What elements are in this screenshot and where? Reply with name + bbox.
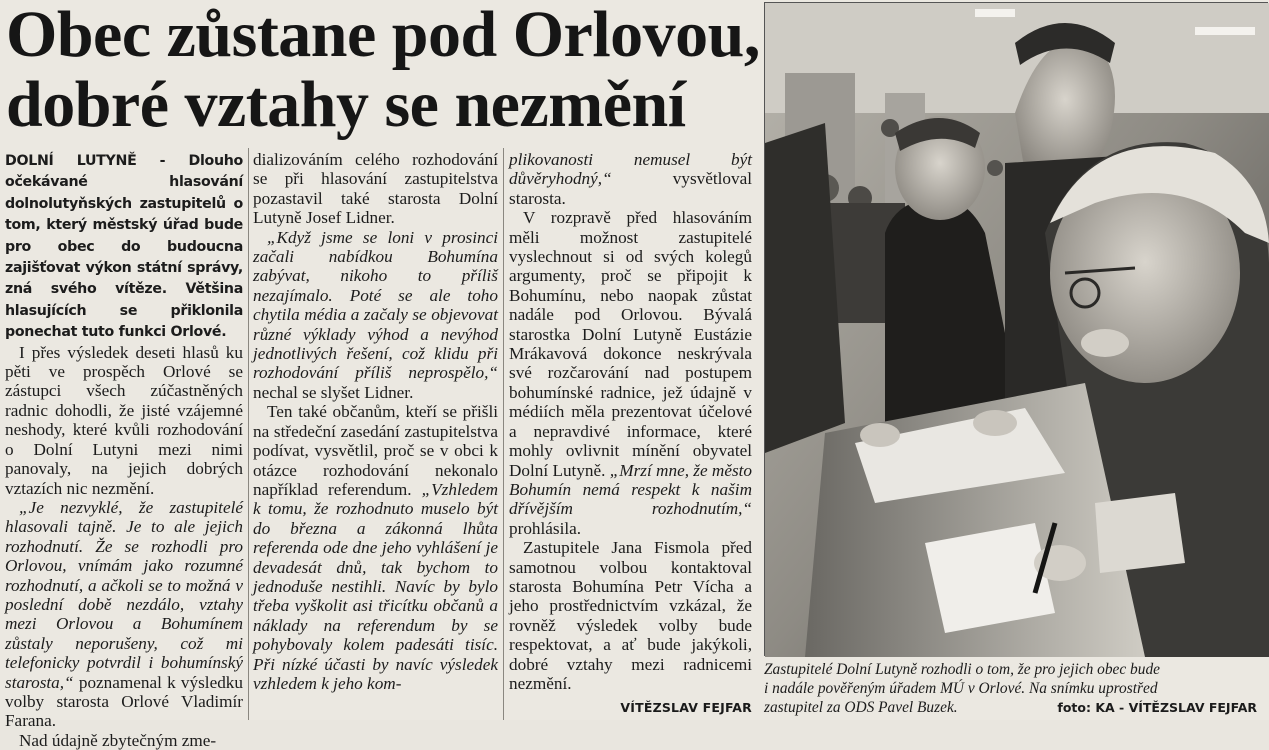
paragraph-text: nechal se slyšet Lidner.	[253, 382, 414, 402]
column-divider	[503, 148, 504, 720]
paragraph	[5, 731, 243, 750]
article-column-3	[509, 150, 752, 693]
article-column-2	[253, 150, 498, 693]
quote-text: „Vzhledem k tomu, že rozhodnuto muselo být do března a zákonná lhůta referenda ode dne jeho vyhlášení je devadesát dnů, tak bychom to jednoduše nestihli. Navíc by bylo třeba vyškolit asi třicítku občanů a náklady na referendum by se pohybovaly kolem padesáti tisíc. Při nízké účasti by navíc výsledek vzhledem k jeho kom-	[253, 479, 498, 693]
article-lead	[5, 150, 243, 343]
paragraph	[5, 498, 243, 731]
paragraph-text: Zastupitele Jana Fismola před samotnou volbou kontaktoval starosta Bohumína Petr Vícha a jeho prostřednictvím vzkázal, že rovněž výsledek volby bude respektovat, a ať bude jakýkoli, dobré vztahy mezi radnicemi nezmění.	[509, 538, 752, 693]
headline	[6, 0, 758, 140]
paragraph	[253, 150, 498, 228]
headline-line-2: dobré vztahy se nezmění	[6, 68, 686, 141]
quote-text: plikovanosti nemusel být důvěryhodný,“	[509, 150, 752, 189]
paragraph-text: Nad údajně zbytečným zme-	[19, 730, 217, 750]
article-byline: VÍTĚZSLAV FEJFAR	[620, 700, 752, 715]
paragraph	[509, 538, 752, 693]
article-column-1	[5, 150, 243, 750]
caption-line-2: i nadále pověřeným úřadem MÚ v Orlové. Na snímku uprostřed	[764, 680, 1158, 698]
paragraph-text: vysvětloval starosta.	[509, 169, 752, 208]
photo-credit: foto: KA - VÍTĚZSLAV FEJFAR	[1051, 700, 1257, 716]
caption-line-3: zastupitel za ODS Pavel Buzek.	[764, 699, 958, 717]
column-divider	[248, 148, 249, 720]
paragraph	[253, 228, 498, 403]
headline-line-1: Obec zůstane pod Orlovou,	[6, 0, 760, 71]
paragraph	[253, 402, 498, 693]
paragraph-text: Ten také občanům, kteří se přišli na středeční zasedání zastupitelstva podívat, vysvětlil, proč se v obci k otázce rozhodování nekonalo například referendum.	[253, 402, 498, 499]
paragraph-text: I přes výsledek deseti hlasů ku pěti ve prospěch Orlové se zástupci všech zúčastněných radnic dohodli, že jisté vzájemné neshody, které kvůli rozhodování o Dolní Lutyni mezi nimi panovaly, na jejich dobrých vztazích nic nezmění.	[5, 342, 243, 498]
news-photo	[764, 2, 1268, 656]
caption-line-1: Zastupitelé Dolní Lutyně rozhodli o tom, že pro jejich obec bude	[764, 661, 1160, 678]
paragraph	[509, 208, 752, 538]
quote-text: „Mrzí mne, že město Bohumín nemá respekt k našim dřívějším rozhodnutím,“	[509, 460, 753, 519]
paragraph-text: V rozpravě před hlasováním měli možnost zastupitelé vyslechnout si od svých kolegů argumenty, proč se připojit k Bohumínu, nebo naopak zůstat nadále pod Orlovou. Bývalá starostka Dolní Lutyně Eustázie Mrákavová dokonce neskrývala své rozčarování nad postupem bohumínské radnice, jež údajně v médiích měla prezentovat účelové a nepravdivé informace, které mohly ovlivnit mínění obyvatel Dolní Lutyně.	[509, 208, 752, 480]
paragraph-text: prohlásila.	[509, 518, 582, 538]
quote-text: „Když jsme se loni v prosinci začali nabídkou Bohumína zabývat, nikoho to příliš nezajímalo. Poté se ale toho chytila média a začaly se objevovat různé výklady výhod a nevýhod jednotlivých řešení, což klidu při rozhodování příliš neprospělo,“	[253, 227, 498, 383]
quote-text: „Je nezvyklé, že zastupitelé hlasovali tajně. Je to ale jejich rozhodnutí. Že se rozhodli pro Orlovou, vnímám jako rozumné rozhodnutí, a ačkoli se to možná v poslední době nezdálo, vztahy mezi Orlovou a Bohumínem zůstaly neporušeny, což mi telefonicky potvrdil i bohumínský starosta,“	[5, 497, 243, 692]
paragraph-text: poznamenal k výsledku volby starosta Orlové Vladimír Farana.	[5, 672, 243, 731]
paragraph	[509, 150, 752, 208]
lead-text: DOLNÍ LUTYNĚ - Dlouho očekávané hlasování dolnolutyňských zastupitelů o tom, který městský úřad bude pro obec do budoucna zajišťovat výkon státní správy, zná svého vítěze. Většina hlasujících se přiklonila ponechat tuto funkci Orlové.	[5, 153, 243, 341]
paragraph	[5, 343, 243, 498]
paragraph-text: dializováním celého rozhodování se při hlasování zastupitelstva pozastavil také starosta Dolní Lutyně Josef Lidner.	[253, 150, 498, 228]
photo-illustration	[765, 3, 1269, 657]
